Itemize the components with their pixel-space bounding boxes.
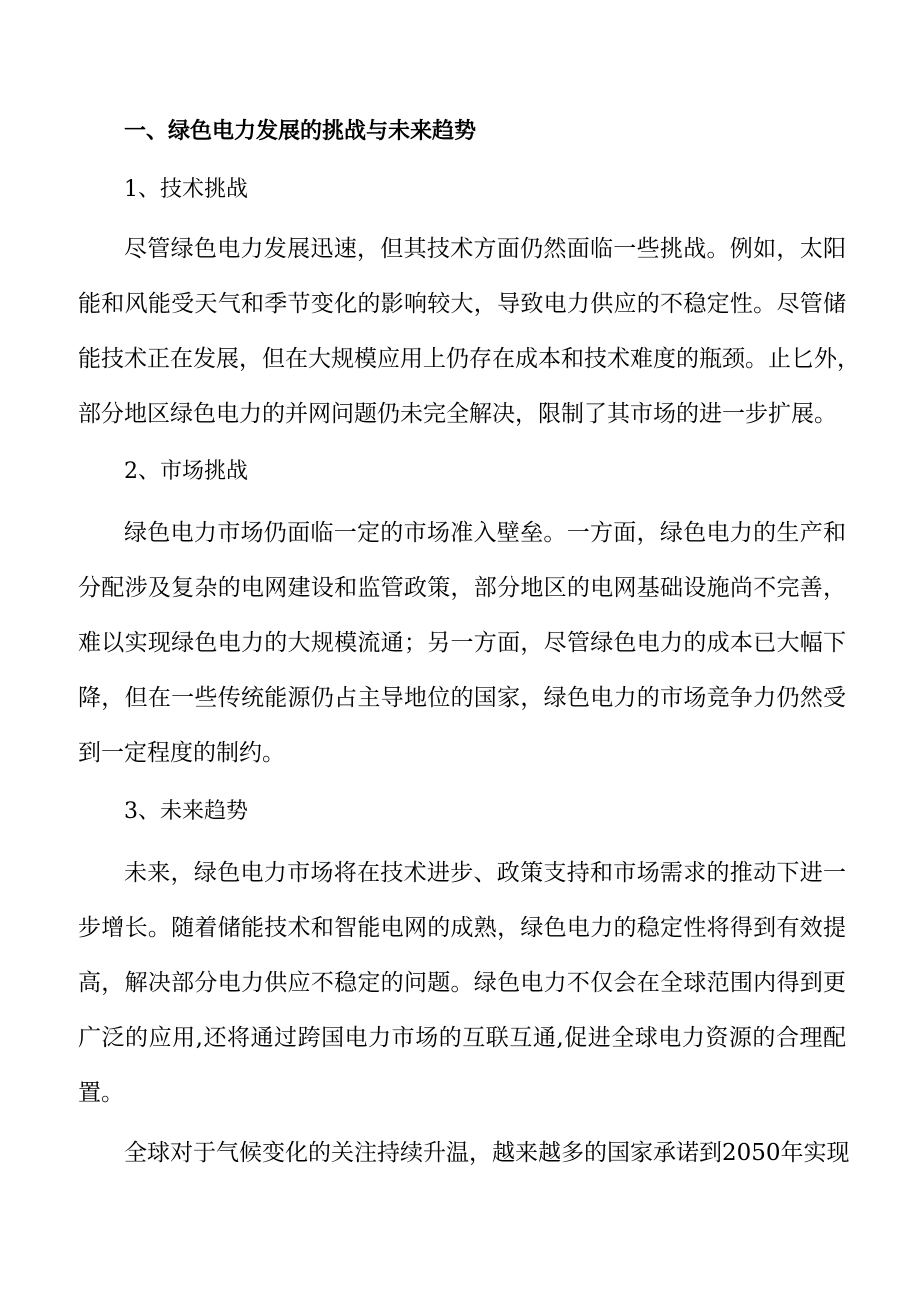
paragraph-line: 到一定程度的制约。 bbox=[78, 740, 285, 766]
section-title-market: 2、市场挑战 bbox=[124, 459, 248, 484]
paragraph-line: 绿色电力市场仍面临一定的市场准入壁垒。一方面，绿色电力的生产和 bbox=[124, 520, 846, 546]
paragraph-line: 广泛的应用,还将通过跨国电力市场的互联互通,促进全球电力资源的合理配 bbox=[78, 1025, 846, 1051]
paragraph-line: 难以实现绿色电力的大规模流通；另一方面，尽管绿色电力的成本已大幅下 bbox=[78, 630, 846, 656]
paragraph-line: 步增长。随着储能技术和智能电网的成熟，绿色电力的稳定性将得到有效提 bbox=[78, 915, 846, 941]
paragraph-line: 未来，绿色电力市场将在技术进步、政策支持和市场需求的推动下进一 bbox=[124, 860, 846, 886]
paragraph-line: 能技术正在发展，但在大规模应用上仍存在成本和技术难度的瓶颈。止匕外， bbox=[78, 346, 860, 372]
paragraph-line: 降，但在一些传统能源仍占主导地位的国家，绿色电力的市场竞争力仍然受 bbox=[78, 685, 846, 711]
paragraph-line: 高，解决部分电力供应不稳定的问题。绿色电力不仅会在全球范围内得到更 bbox=[78, 970, 846, 996]
section-title-technical: 1、技术挑战 bbox=[124, 177, 248, 202]
section-title-future: 3、未来趋势 bbox=[124, 799, 248, 824]
paragraph-line: 全球对于气候变化的关注持续升温，越来越多的国家承诺到2050年实现 bbox=[124, 1140, 850, 1166]
main-heading: 一、绿色电力发展的挑战与未来趋势 bbox=[124, 119, 477, 144]
paragraph-line: 尽管绿色电力发展迅速，但其技术方面仍然面临一些挑战。例如，太阳 bbox=[124, 236, 846, 262]
paragraph-line: 分配涉及复杂的电网建设和监管政策，部分地区的电网基础设施尚不完善， bbox=[78, 575, 846, 601]
paragraph-line: 置。 bbox=[78, 1080, 124, 1106]
paragraph-line: 能和风能受天气和季节变化的影响较大，导致电力供应的不稳定性。尽管储 bbox=[78, 291, 846, 317]
paragraph-line: 部分地区绿色电力的并网问题仍未完全解决，限制了其市场的进一步扩展。 bbox=[78, 401, 837, 427]
